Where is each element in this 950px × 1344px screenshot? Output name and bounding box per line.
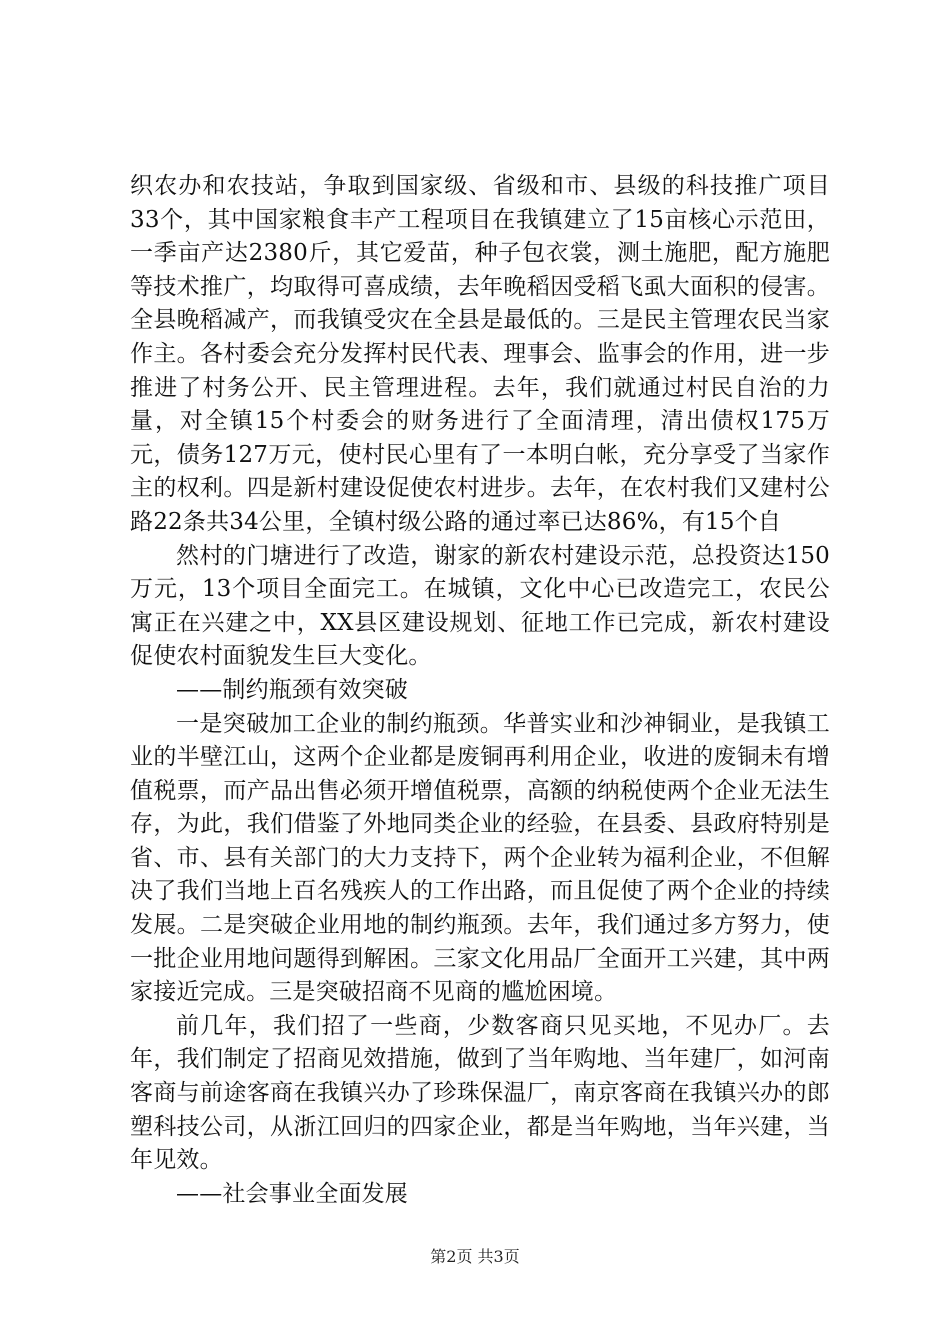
paragraph-village-renovation: 然村的门塘进行了改造，谢家的新农村建设示范，总投资达150万元，13个项目全面完工。在城镇，文化中心已改造完工，农民公寓正在兴建之中，XX县区建设规划、征地工作已完成，新农村建设促使农村面貌发生巨大变化。 xyxy=(130,542,830,670)
page-number-footer: 第2页 共3页 xyxy=(430,1247,520,1266)
paragraph-bottleneck-breakthrough: 一是突破加工企业的制约瓶颈。华普实业和沙神铜业，是我镇工业的半壁江山，这两个企业都是废铜再利用企业，收进的废铜未有增值税票，而产品出售必须开增值税票，高额的纳税使两个企业无法生存，为此，我们借鉴了外地同类企业的经验，在县委、县政府特别是省、市、县有关部门的大力支持下，两个企业转为福利企业，不但解决了我们当地上百名残疾人的工作出路，而且促使了两个企业的持续发展。二是突破企业用地的制约瓶颈。去年，我们通过多方努力，使一批企业用地问题得到解困。三家文化用品厂全面开工兴建，其中两家接近完成。三是突破招商不见商的尴尬困境。 xyxy=(130,710,830,1006)
paragraph-agriculture-tech: 织农办和农技站，争取到国家级、省级和市、县级的科技推广项目33个，其中国家粮食丰产工程项目在我镇建立了15亩核心示范田，一季亩产达2380斤，其它爱苗，种子包衣裳，测土施肥，配方施肥等技术推广，均取得可喜成绩，去年晚稻因受稻飞虱大面积的侵害。全县晚稻减产，而我镇受灾在全县是最低的。三是民主管理农民当家作主。各村委会充分发挥村民代表、理事会、监事会的作用，进一步推进了村务公开、民主管理进程。去年，我们就通过村民自治的力量，对全镇15个村委会的财务进行了全面清理，清出债权175万元，债务127万元，使村民心里有了一本明白帐，充分享受了当家作主的权利。四是新村建设促使农村进步。去年，在农村我们又建村公路22条共34公里，全镇村级公路的通过率已达86%，有15个自 xyxy=(130,173,830,535)
paragraph-investment-results: 前几年，我们招了一些商，少数客商只见买地，不见办厂。去年，我们制定了招商见效措施，做到了当年购地、当年建厂，如河南客商与前途客商在我镇兴办了珍珠保温厂，南京客商在我镇兴办的郎塑科技公司，从浙江回归的四家企业，都是当年购地，当年兴建，当年见效。 xyxy=(130,1012,830,1174)
section-heading-social-development: ——社会事业全面发展 xyxy=(176,1180,408,1207)
document-body xyxy=(130,170,830,1211)
section-heading-bottleneck: ——制约瓶颈有效突破 xyxy=(176,676,408,703)
